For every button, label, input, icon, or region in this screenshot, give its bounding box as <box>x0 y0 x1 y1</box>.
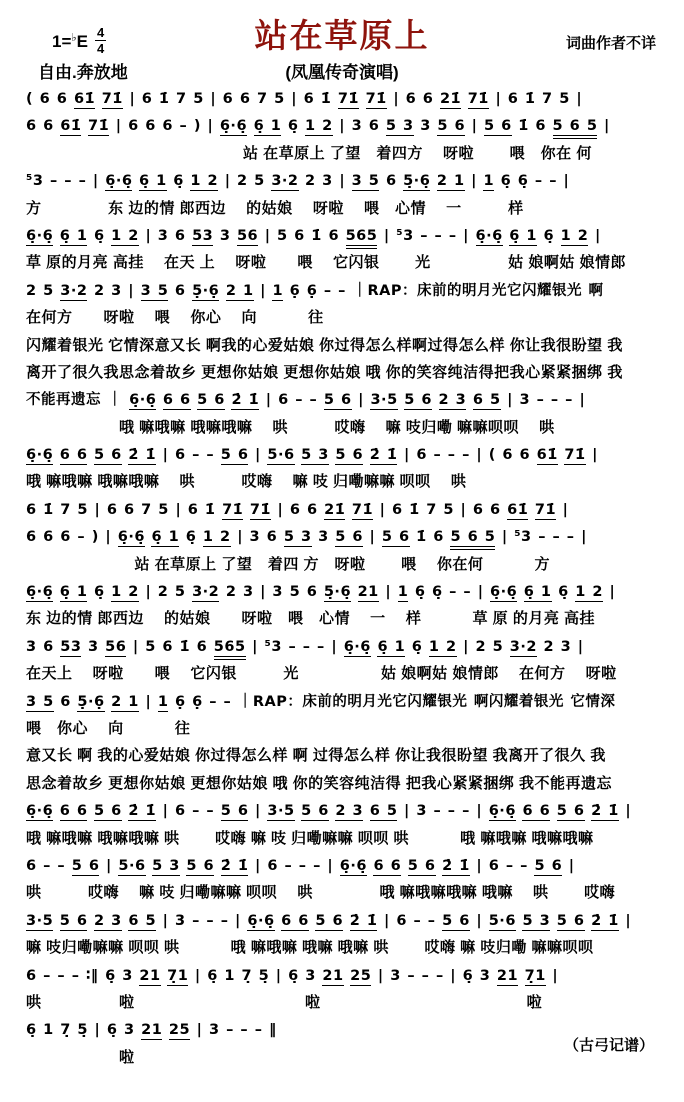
notation-line: 6̣·6̣ 6 6 5 6 2̇ 1̇ | 6 – – 5 6 | 3·5 5 6 2 3 6 5 | 3 – – – | 6̣·6̣ 6 6 5 6 2̇ 1̇ | <box>26 803 632 820</box>
sheet-header <box>0 0 684 88</box>
lyrics-line: 哄 啦 啦 啦 <box>26 993 543 1011</box>
notation-line: 6 – – – ∶‖ 6̣ 3 21 7̣1 | 6̣ 1 7̣ 5̣ | 6̣ 3 21 25 | 3 – – – | 6̣ 3 21 7̣1 | <box>26 967 559 984</box>
lyrics-line: 哦 嘛哦嘛 哦嘛哦嘛 哄 哎嗨 嘛 吱归嘞 嘛嘛呗呗 哄 <box>26 418 555 436</box>
tempo-marking: 自由.奔放地 <box>38 63 128 82</box>
notation-line: 6̣ 1 7̣ 5̣ | 6̣ 3 21 25 | 3 – – – ‖ <box>26 1022 277 1039</box>
notation-line: 6̣·6̣ 6 6 5 6 2̇ 1̇ | 6 – – 5 6 | 5·6 5 3 5 6 2̇ 1̇ | 6 – – – | ( 6 6 61̇ 71̇ | <box>26 447 598 464</box>
song-title: 站在草原上 <box>254 17 430 54</box>
notation-line: 6 6 6 – ) | 6̣·6̣ 6̣ 1 6̣ 1 2 | 3 6 5 3 3 5 6 | 5 6 1̇ 6 5 6 5 | ⁵3 – – – | <box>0 524 684 551</box>
lyrics-line: 在天上 呀啦 喂 它闪银 光 姑 娘啊姑 娘情郎 在何方 呀啦 <box>26 665 617 683</box>
rap-line: 意又长 啊 我的心爱姑娘 你过得怎么样 啊 过得怎么样 你让我很盼望 我离开了很久 我 <box>26 747 606 765</box>
lyrics-line: 啦 <box>26 1048 135 1066</box>
lyrics-line: 在何方 呀啦 喂 你心 向 往 <box>26 309 324 327</box>
key-note: E <box>76 32 88 51</box>
score-body <box>0 86 684 1072</box>
lyrics-line: 喂 你心 向 往 <box>26 719 191 737</box>
lyrics-line: 站 在草原上 了望 着四方 呀啦 喂 你在 何 <box>26 144 592 162</box>
flat-sign: ♭ <box>71 32 77 44</box>
key-prefix: 1= <box>52 32 72 51</box>
rap-line: 离开了很久我思念着故乡 更想你姑娘 更想你姑娘 哦 你的笑容纯洁得把我心紧紧捆绑 我 <box>26 363 623 381</box>
notation-line: 6 6 61̇ 71̇ | 6 6 6 – ) | 6̣·6̣ 6̣ 1 6̣ 1 2 | 3 6 5 3 3 5 6 | 5 6 1̇ 6 5 6 5 | <box>0 113 684 140</box>
lyrics-line: 方 东 边的情 郎西边 的姑娘 呀啦 喂 心情 一 样 <box>26 199 524 217</box>
lyrics-line: 哦 嘛哦嘛 哦嘛哦嘛 哄 哎嗨 嘛 吱 归嘞嘛嘛 呗呗 哄 哦 嘛哦嘛 哦嘛哦嘛 <box>26 829 594 847</box>
notation-line: ⁵3 – – – | 6̣·6̣ 6̣ 1 6̣ 1 2 | 2 5 3·2 2 3 | 3 5 6 5̣·6̣ 2 1 | 1 6̣ 6̣ – – | <box>26 173 570 190</box>
notation-credit: （古弓记谱） <box>563 1037 654 1054</box>
author-credit: 词曲作者不详 <box>565 35 656 52</box>
notation-line: 3 5 6 5̣·6̣ 2 1 | 1 6̣ 6̣ – – ｜RAP：床前的明月光它闪耀银光 啊闪耀着银光 它情深 <box>26 693 616 710</box>
lyrics-line: 东 边的情 郎西边 的姑娘 呀啦 喂 心情 一 样 草 原 的月亮 高挂 <box>26 610 596 628</box>
notation-line: 不能再遗忘 ｜ 6̣·6̣ 6 6 5 6 2̇ 1̇ | 6 – – 5 6 | 3·5 5 6 2 3 6 5 | 3 – – – | <box>26 392 586 409</box>
lyrics-line: 站 在草原上 了望 着四 方 呀啦 喂 你在何 方 <box>26 555 551 573</box>
notation-line: 6 1̇ 7 5 | 6 6 7 5 | 6 1̇ 71̇ 71̇ | 6 6 21̇ 71̇ | 6 1̇ 7 5 | 6 6 61̇ 71̇ | <box>26 501 569 518</box>
notation-line: 6 – – 5 6 | 5·6 5 3 5 6 2̇ 1̇ | 6 – – – | 6̣·6̣ 6 6 5 6 2̇ 1̇ | 6 – – 5 6 | <box>26 857 575 874</box>
notation-line: ( 6 6 61̇ 71̇ | 6 1̇ 7 5 | 6 6 7 5 | 6 1̇ 71̇ 71̇ | 6 6 21̇ 71̇ | 6 1̇ 7 5 | <box>26 91 583 107</box>
rap-line: 思念着故乡 更想你姑娘 更想你姑娘 哦 你的笑容纯洁得 把我心紧紧捆绑 我不能再遗忘 <box>26 774 613 792</box>
performer-credit: (凤凰传奇演唱) <box>285 63 399 82</box>
notation-line: 3 6 53 3 56 | 5 6 1̇ 6 565 | ⁵3 – – – | 6̣·6̣ 6̣ 1 6̣ 1 2 | 2 5 3·2 2 3 | <box>0 634 684 661</box>
notation-line: 3·5 5 6 2 3 6 5 | 3 – – – | 6̣·6̣ 6 6 5 6 2̇ 1̇ | 6 – – 5 6 | 5·6 5 3 5 6 2̇ 1̇ | <box>26 912 632 929</box>
lyrics-line: 哦 嘛哦嘛 哦嘛哦嘛 哄 哎嗨 嘛 吱 归嘞嘛嘛 呗呗 哄 <box>26 473 467 491</box>
time-top: 4 <box>96 25 105 40</box>
notation-line: 6̣·6̣ 6̣ 1 6̣ 1 2 | 3 6 53 3 56 | 5 6 1̇ 6 565 | ⁵3 – – – | 6̣·6̣ 6̣ 1 6̣ 1 2 | <box>0 223 684 250</box>
rap-line: 闪耀着银光 它情深意又长 啊我的心爱姑娘 你过得怎么样啊过得怎么样 你让我很盼望 我 <box>26 336 623 354</box>
notation-line: 2 5 3·2 2 3 | 3 5 6 5̣·6̣ 2 1 | 1 6̣ 6̣ – – ｜RAP：床前的明月光它闪耀银光 啊 <box>26 282 604 299</box>
lyrics-line: 哄 哎嗨 嘛 吱 归嘞嘛嘛 呗呗 哄 哦 嘛哦嘛哦嘛 哦嘛 哄 哎嗨 <box>26 884 616 902</box>
notation-line: 6̣·6̣ 6̣ 1 6̣ 1 2 | 2 5 3·2 2 3 | 3 5 6 5̣·6̣ 21 | 1 6̣ 6̣ – – | 6̣·6̣ 6̣ 1 6̣ 1 2 | <box>26 584 616 601</box>
lyrics-line: 草 原的月亮 高挂 在天 上 呀啦 喂 它闪银 光 姑 娘啊姑 娘情郎 <box>26 254 627 272</box>
time-bottom: 4 <box>96 41 105 56</box>
lyrics-line: 嘛 吱归嘞嘛嘛 呗呗 哄 哦 嘛哦嘛 哦嘛 哦嘛 哄 哎嗨 嘛 吱归嘞 嘛嘛呗呗 <box>26 939 594 957</box>
